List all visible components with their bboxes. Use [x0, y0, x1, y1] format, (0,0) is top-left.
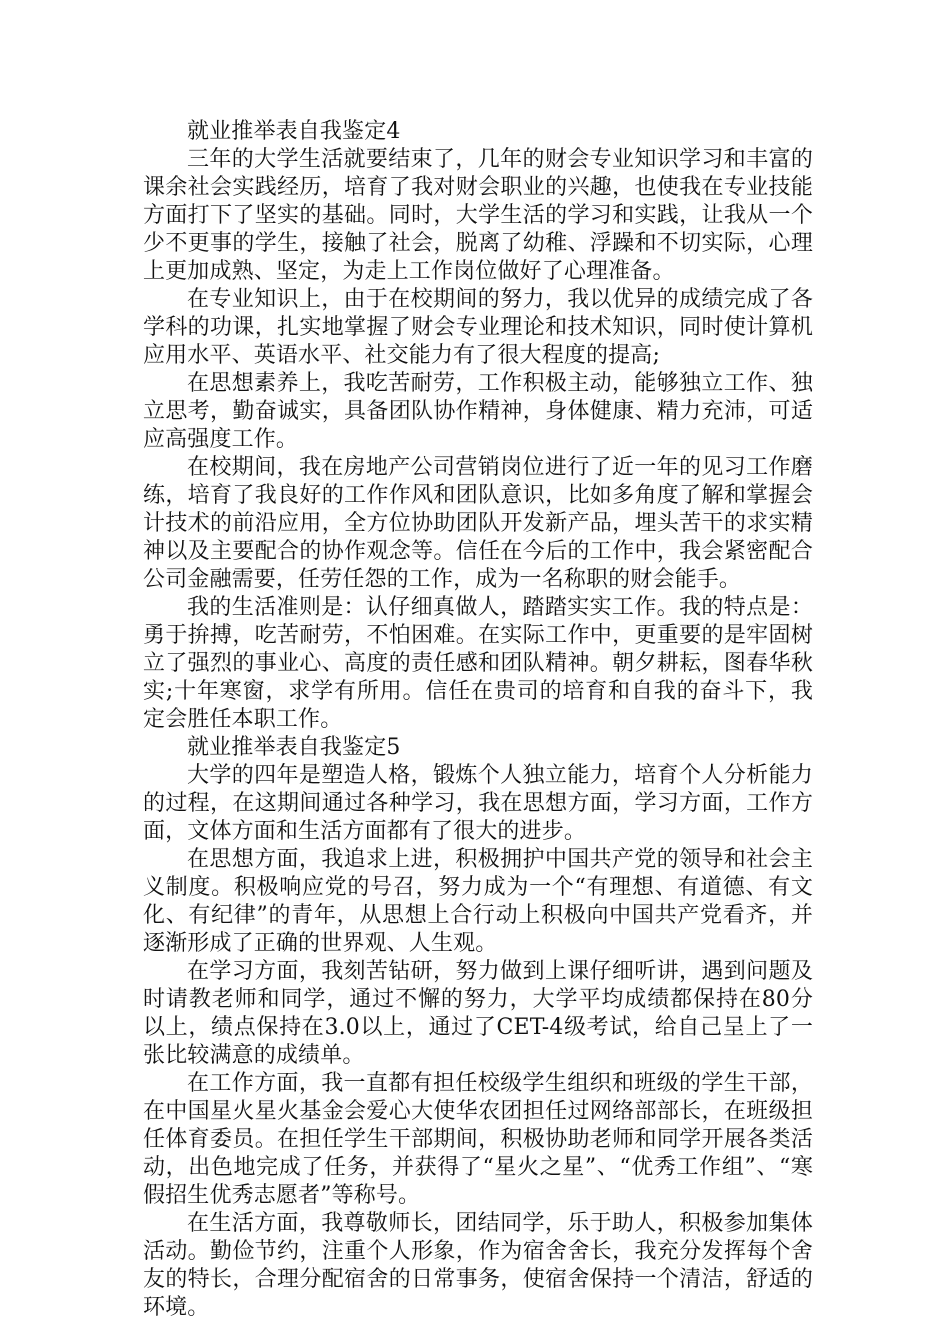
- paragraph: 我的生活准则是：认仔细真做人，踏踏实实工作。我的特点是：勇于拚搏，吃苦耐劳，不怕困难。在实际工作中，更重要的是牢固树立了强烈的事业心、高度的责任感和团队精神。朝夕耕耘，图春华秋实;十年寒窗，求学有所用。信任在贵司的培育和自我的奋斗下，我定会胜任本职工作。: [143, 595, 813, 732]
- paragraph: 在工作方面，我一直都有担任校级学生组织和班级的学生干部，在中国星火星火基金会爱心大使华农团担任过网络部部长，在班级担任体育委员。在担任学生干部期间，积极协助老师和同学开展各类活动，出色地完成了任务，并获得了“星火之星”、“优秀工作组”、“寒假招生优秀志愿者”等称号。: [143, 1071, 813, 1208]
- paragraph: 在生活方面，我尊敬师长，团结同学，乐于助人，积极参加集体活动。勤俭节约，注重个人形象，作为宿舍舍长，我充分发挥每个舍友的特长，合理分配宿舍的日常事务，使宿舍保持一个清洁，舒适的环境。: [143, 1211, 813, 1320]
- paragraph: 在学习方面，我刻苦钻研，努力做到上课仔细听讲，遇到问题及时请教老师和同学，通过不懈的努力，大学平均成绩都保持在80分以上，绩点保持在3.0以上，通过了CET-4级考试，给自己呈上了一张比较满意的成绩单。: [143, 959, 813, 1068]
- paragraph: 在专业知识上，由于在校期间的努力，我以优异的成绩完成了各学科的功课，扎实地掌握了财会专业理论和技术知识，同时使计算机应用水平、英语水平、社交能力有了很大程度的提高;: [143, 287, 813, 368]
- paragraph: 在校期间，我在房地产公司营销岗位进行了近一年的见习工作磨练，培育了我良好的工作作风和团队意识，比如多角度了解和掌握会计技术的前沿应用，全方位协助团队开发新产品，埋头苦干的求实精神以及主要配合的协作观念等。信任在今后的工作中，我会紧密配合公司金融需要，任劳任怨的工作，成为一名称职的财会能手。: [143, 455, 813, 592]
- paragraph: 三年的大学生活就要结束了，几年的财会专业知识学习和丰富的课余社会实践经历，培育了我对财会职业的兴趣，也使我在专业技能方面打下了坚实的基础。同时，大学生活的学习和实践，让我从一个少不更事的学生，接触了社会，脱离了幼稚、浮躁和不切实际，心理上更加成熟、坚定，为走上工作岗位做好了心理准备。: [143, 147, 813, 284]
- section-heading-5: 就业推举表自我鉴定5: [187, 735, 401, 760]
- section-heading-4: 就业推举表自我鉴定4: [187, 119, 401, 144]
- paragraph: 在思想方面，我追求上进，积极拥护中国共产党的领导和社会主义制度。积极响应党的号召，努力成为一个“有理想、有道德、有文化、有纪律”的青年，从思想上合行动上积极向中国共产党看齐，并逐渐形成了正确的世界观、人生观。: [143, 847, 813, 956]
- paragraph: 大学的四年是塑造人格，锻炼个人独立能力，培育个人分析能力的过程，在这期间通过各种学习，我在思想方面，学习方面，工作方面，文体方面和生活方面都有了很大的进步。: [143, 763, 813, 844]
- document-page: [143, 118, 813, 1322]
- paragraph: 在思想素养上，我吃苦耐劳，工作积极主动，能够独立工作、独立思考，勤奋诚实，具备团队协作精神，身体健康、精力充沛，可适应高强度工作。: [143, 371, 813, 452]
